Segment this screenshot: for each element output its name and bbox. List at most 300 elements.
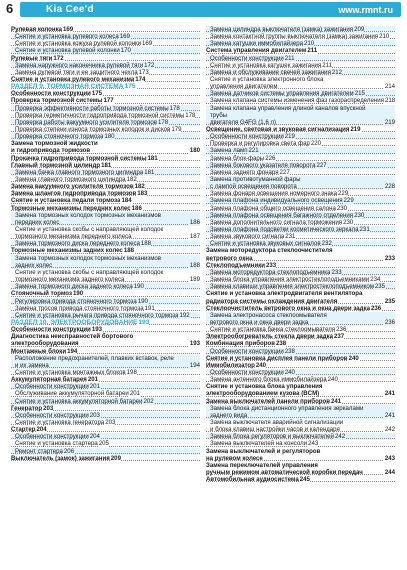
toc-entry [206,219,395,226]
toc-entry [11,126,200,133]
toc-entry-title: Проверка стояночного тормоза [15,133,104,141]
toc-entry-title: Замена блок-фары [210,154,265,162]
toc-entry-page: 173 [138,68,149,76]
toc-entry [11,269,200,283]
toc-entry-title: Тормозные механизмы задних колес [11,247,123,255]
toc-entry-page: 190 [72,290,84,298]
toc-entry [206,333,395,340]
toc-entry-title: Снятие и установка кожуха рулевой колонки [15,40,142,48]
toc-entry-title: РАЗДЕЛ 10. ЭЛЕКТРООБОРУДОВАНИЕ [11,318,138,326]
toc-entry-title: Замена выключателей и регуляторов на рулевом колесе [206,447,321,462]
toc-entry-title: Стеклоподъемники [206,261,266,269]
toc-entry-title: Особенности конструкции [210,133,284,141]
toc-entry-page: 232 [321,240,332,248]
toc-entry-title: Замена заднего фонаря [210,168,279,176]
toc-entry-title: Система управления двигателем [206,47,307,55]
toc-entry-title: Замена фонаря освещения номерного знака [210,190,338,198]
toc-entry [206,305,395,312]
toc-entry [11,240,200,247]
toc-entry-title: Замена шлангов гидропривода тормозов [11,190,137,198]
toc-entry-title: Замена выключателя аварийной сигнализации и блока клавиш настройки часов и календаря [210,419,344,434]
toc-entry [11,419,200,426]
toc-entry-page: 227 [279,168,290,176]
toc-left-column [11,26,200,462]
toc-entry-title: Снятие и установка рычага привода стояночного тормоза [15,311,179,319]
toc-entry-page: 245 [299,476,310,484]
toc-entry [206,369,395,376]
toc-entry-title: Стеклоочиститель ветрового окна и окна двери задка [206,304,370,312]
toc-entry-page: 220 [310,140,322,148]
toc-entry-page: 169 [63,26,74,33]
toc-entry-title: Снятие и установка педали тормоза [11,197,121,205]
page-header [0,0,407,20]
toc-entry-page: 242 [334,433,346,441]
toc-entry-title: Замена рулевой тяги и ее защитного чехла [15,68,138,76]
toc-entry [11,283,200,290]
toc-entry [11,140,200,154]
toc-entry-title: Проверка работы вакуумного усилителя тормозов [15,118,158,126]
toc-entry-page: 209 [354,26,365,33]
toc-entry-title: Замена и обслуживание свечей зажигания [210,68,331,76]
toc-entry-title: Стартер [11,426,36,434]
toc-entry [11,212,200,226]
toc-entry [206,140,395,147]
toc-entry-page: 205 [98,440,109,448]
toc-entry-page: 240 [327,376,338,384]
toc-entry-page: 230 [336,204,348,212]
toc-entry-title: Стояночный тормоз [11,290,72,298]
toc-entry [206,147,395,154]
toc-entry [206,448,395,462]
toc-entry [11,247,200,254]
toc-entry-title: Прокачка гидропривода тормозной системы [11,154,147,162]
toc-section-heading [11,83,200,90]
toc-entry [206,126,395,133]
toc-entry [11,169,200,176]
toc-entry [206,133,395,140]
toc-entry-page: 241 [330,397,342,405]
toc-entry [11,255,200,269]
toc-entry-title: Рулевые тяги [11,54,53,62]
toc-entry-page: 175 [124,83,136,91]
toc-entry-page: 188 [140,240,152,248]
toc-entry-page: 179 [171,125,182,133]
toc-entry-title: Замена главного тормозного цилиндра [15,175,126,183]
toc-entry-title: Особенности конструкции [11,326,91,334]
toc-entry [11,105,200,112]
toc-entry-title: Замена датчиков системы управления двигателем [210,90,354,98]
toc-entry-page: 194 [189,361,200,369]
toc-entry-title: Особенности конструкции [15,383,89,391]
toc-entry [11,448,200,455]
toc-entry-title: Замена дополнительного сигнала торможения [210,218,343,226]
toc-entry [11,97,200,104]
toc-entry-title: Замена клавиши управления электростеклоподъемником [210,283,374,291]
toc-entry-page: 237 [334,333,345,341]
toc-entry [206,176,395,190]
toc-entry-page: 219 [384,118,395,126]
toc-entry [206,155,395,162]
toc-entry-title: Замена переключателей управления ручным режимом автоматической коробки передач [206,461,363,477]
toc-entry-title: Замена выключателей на консоли [210,440,308,448]
toc-entry [11,405,200,412]
toc-entry [11,155,200,162]
toc-entry-page: 201 [129,390,140,398]
toc-entry-title: Снятие и установка генератора [15,418,105,426]
toc-entry [11,90,200,97]
toc-entry [11,426,200,433]
toc-entry-title: Проверка и регулировка света фар [210,140,310,148]
toc-entry [11,398,200,405]
toc-entry [11,383,200,390]
toc-entry-page: 181 [147,154,158,162]
toc-entry-page: 238 [284,347,295,355]
toc-entry-page: 178 [158,118,169,126]
toc-entry-page: 243 [384,454,395,462]
toc-entry-page: 234 [370,276,381,284]
toc-entry-title: Аккумуляторная батарея [11,376,87,384]
toc-entry [206,462,395,476]
toc-entry-title: Замена электронасоса стеклоомывателя ветрового окна и окна двери задка [210,311,327,326]
toc-entry-page: 180 [104,133,115,141]
toc-entry [206,290,395,304]
toc-entry [206,105,395,126]
toc-entry-page: 186 [189,218,200,226]
toc-entry [11,62,200,69]
toc-entry [11,76,200,83]
toc-entry-page: 191 [144,304,155,312]
toc-entry-title: Замена блока управления электростеклоподъемниками [210,276,370,284]
toc-entry-page: 172 [144,61,155,69]
toc-entry-page: 240 [255,361,267,369]
toc-entry-title: Рулевая колонка [11,26,63,33]
toc-entry-title: Замена блока дистанционного управления зеркалами заднего вида [210,404,364,419]
toc-entry [11,183,200,190]
toc-entry-page: 226 [265,154,276,162]
toc-entry-page: 181 [101,161,112,169]
toc-entry-page: 211 [307,47,318,55]
toc-entry-page: 189 [189,276,200,284]
toc-entry-title: Замена катушки иммобилайзера [210,40,304,48]
toc-entry-title: Замена плафона общего освещения салона [210,204,336,212]
toc-entry-title: Замена моторедуктора стеклоочистителя ветрового окна [206,247,333,262]
toc-entry-title: Особенности конструкции [11,90,91,98]
toc-entry [206,383,395,397]
toc-entry-title: Снятие и установка аккумуляторной батареи [15,397,143,405]
toc-entry-page: 202 [143,397,154,405]
toc-entry-page: 209 [110,454,121,462]
toc-entry-title: Замена плафона освещения багажного отделения [210,211,354,219]
brand-title: Kia Cee'd [46,4,94,15]
toc-entry-page: 193 [91,326,103,334]
toc-entry-page: 244 [384,469,395,477]
toc-entry [11,40,200,47]
toc-entry-page: 235 [374,283,386,291]
toc-entry [206,355,395,362]
toc-entry-title: Замена клапана управления длиной каналов впускной трубы двигателя G4FG (1,6 л) [210,104,366,126]
toc-entry [11,197,200,204]
toc-entry-page: 182 [134,183,145,191]
toc-entry-page: 230 [343,218,354,226]
toc-entry-title: Замена вакуумного усилителя тормозов [11,183,134,191]
toc-entry-title: Замена наружного наконечника рулевой тяги [15,61,144,69]
toc-entry [206,205,395,212]
toc-entry-page: 188 [123,247,134,255]
toc-entry-page: 203 [105,418,116,426]
toc-entry-page: 201 [89,383,100,391]
toc-entry [206,55,395,62]
toc-entry-title: Снятие и установка монтажных блоков [15,368,126,376]
toc-entry-title: Снятие и установка рулевого механизма [11,75,135,83]
toc-entry [206,62,395,69]
toc-entry-title: Диагностика неисправностей бортового электрооборудования [11,333,134,348]
toc-entry [11,376,200,383]
toc-entry-page: 212 [331,68,343,76]
toc-entry-title: Замена тормозных колодок тормозных механизмов передних колес [15,211,162,226]
toc-entry-title: Особенности конструкции [210,368,284,376]
toc-entry [206,233,395,240]
toc-entry-page: 188 [189,261,200,269]
toc-entry-title: Замена тормозной жидкости и гидропривода тормозов [11,140,98,155]
toc-entry-title: Замена клапана системы изменения фаз газораспределения [210,97,384,105]
toc-entry-title: Иммобилизатор [206,361,255,369]
toc-entry-title: Замена тормозного диска заднего колеса [15,283,133,291]
toc-entry-page: 175 [91,90,103,98]
toc-entry-title: Снятие и установка катушек зажигания [210,61,322,69]
site-url: www.rmnt.ru [338,5,393,15]
toc-entry-page: 203 [43,404,54,412]
toc-entry-title: Снятие и установка рулевой колонки [15,47,120,55]
toc-entry-title: Проверка эффективности работы тормозной системы [15,104,169,112]
toc-entry-page: 169 [142,40,153,48]
toc-entry-title: Замена блока регуляторов и выключателей [210,433,334,441]
toc-entry-page: 231 [359,226,370,234]
toc-entry [206,169,395,176]
header-banner [20,2,401,17]
toc-entry-title: РАЗДЕЛ 9. ТОРМОЗНАЯ СИСТЕМА [11,83,124,91]
toc-entry-title: Снятие и установка скобы с направляющей колодок тормозного механизма переднего колеса [15,226,164,241]
toc-entry [11,440,200,447]
page-number: 6 [6,1,14,16]
toc-entry-title: Снятие и установка электродвигателя вентилятора радиатора системы охлаждения двигателя [206,290,363,305]
toc-section-heading [11,319,200,326]
toc-entry [206,262,395,269]
toc-entry-page: 201 [87,376,99,384]
toc-entry-page: 190 [137,297,148,305]
toc-entry-page: 241 [384,390,395,398]
toc-entry [206,90,395,97]
toc-entry-page: 214 [384,83,395,91]
toc-entry-page: 177 [103,97,114,105]
toc-entry-page: 184 [121,197,132,205]
toc-entry-title: Генератор [11,404,43,412]
toc-entry [206,276,395,283]
toc-entry-page: 210 [304,40,315,48]
toc-entry [11,69,200,76]
toc-entry-page: 231 [285,233,296,241]
toc-entry-title: Замена бачка главного тормозного цилиндра [15,168,144,176]
toc-entry-title: Особенности конструкции [210,54,284,62]
toc-right-column [206,26,395,483]
toc-entry-page: 190 [133,283,144,291]
toc-entry [11,55,200,62]
toc-entry [206,440,395,447]
toc-entry-title: Замена бокового указателя поворота [210,161,316,169]
toc-entry-title: Главный тормозной цилиндр [11,161,101,169]
toc-entry [11,390,200,397]
toc-entry-page: 243 [308,440,319,448]
toc-entry-title: Снятие и установка бачка стеклоомывателя [210,326,336,334]
toc-entry-page: 187 [189,233,200,241]
toc-entry-page: 172 [53,54,64,62]
toc-entry-title: Замена ламп [210,147,248,155]
toc-entry [11,298,200,305]
toc-entry [206,326,395,333]
toc-entry [206,247,395,261]
toc-entry [206,226,395,233]
toc-entry-title: Автомобильная аудиосистема [206,476,299,484]
toc-entry-title: Замена плафона подсветки косметического зеркала [210,226,359,234]
toc-entry [206,212,395,219]
toc-entry [11,190,200,197]
toc-entry [11,290,200,297]
toc-entry-title: Электрообогреватель стекла двери задка [206,333,334,341]
toc-entry-page: 221 [248,147,259,155]
toc-entry-title: Снятие и установка блока управления электрооборудованием кузова (BCM) [206,383,323,398]
toc-entry-page: 236 [336,326,347,334]
toc-entry-title: Тормозные механизмы передних колес [11,204,131,212]
toc-entry-page: 182 [126,175,137,183]
toc-entry-title: Снятие и установка звуковых сигналов [210,240,321,248]
toc-entry-page: 227 [316,161,327,169]
toc-entry-page: 174 [135,75,146,83]
toc-entry [206,419,395,433]
toc-entry-title: Особенности конструкции [15,411,89,419]
toc-entry [11,47,200,54]
toc-entry-page: 235 [384,297,395,305]
toc-entry-title: Снятие и установка рулевого колеса [15,33,119,41]
toc-entry-page: 181 [144,168,155,176]
toc-entry [11,176,200,183]
toc-entry [206,340,395,347]
toc-entry-page: 210 [379,33,390,41]
toc-entry-page: 203 [89,411,100,419]
toc-entry-page: 233 [266,261,277,269]
toc-entry-title: Замена плафона индивидуального освещения [210,197,343,205]
toc-entry-title: Снятие и установка стартера [15,440,98,448]
toc-entry-page: 169 [119,33,130,41]
toc-entry [206,69,395,76]
toc-entry-page: 211 [322,61,332,69]
toc-entry [206,433,395,440]
toc-entry-title: Проверка тормозной системы [11,97,103,105]
toc-entry-title: Замена контактной группы выключателя (замка) зажигания [210,33,379,41]
toc-entry [11,112,200,119]
toc-entry [206,405,395,419]
toc-entry-title: Замена моторедуктора стеклоподъемника [210,268,331,276]
toc-entry-title: Освещение, световая и звуковая сигнализация [206,126,350,134]
toc-entry-page: 236 [370,304,382,312]
toc-entry-title: Замена антенного блока иммобилайзера [210,376,327,384]
toc-entry-page: 198 [126,368,137,376]
toc-entry-title: Проверка герметичности гидропривода тормозной системы [15,111,185,119]
toc-entry-page: 240 [284,368,295,376]
toc-entry-title: Особенности конструкции [15,433,89,441]
toc-entry [206,312,395,326]
toc-entry [206,190,395,197]
toc-entry [206,476,395,483]
toc-entry-title: Снятие и установка электронного блока управления двигателем [210,75,324,91]
toc-entry [11,26,200,33]
toc-entry-page: 240 [348,354,359,362]
toc-entry-page: 230 [354,211,365,219]
toc-entry [206,362,395,369]
toc-entry-title: Проверка степени износа тормозных колодок и дисков [15,125,171,133]
toc-entry [206,269,395,276]
toc-entry [11,348,200,355]
toc-entry-page: 193 [138,318,150,326]
toc-entry-page: 236 [384,318,395,326]
toc-entry-page: 194 [67,347,78,355]
toc-entry-title: Особенности конструкции [210,347,284,355]
toc-entry [206,348,395,355]
toc-entry-page: 170 [120,47,131,55]
toc-entry-page: 219 [350,126,361,134]
toc-entry-title: Ремонт стартера [15,447,63,455]
toc-entry [206,97,395,104]
toc-entry-page: 229 [338,190,349,198]
toc-entry-page: 193 [189,340,200,348]
toc-entry [206,26,395,33]
toc-entry [11,305,200,312]
toc-entry [11,205,200,212]
toc-entry [206,40,395,47]
toc-entry-title: Замена выключателей панели приборов [206,397,330,405]
toc-entry-page: 192 [179,311,190,319]
toc-entry-title: Снятие и установка скобы с направляющей колодок тормозного механизма заднего колеса [15,268,164,284]
toc-entry-page: 186 [131,204,142,212]
toc-entry [11,433,200,440]
toc-entry-title: Выключатель (замок) зажигания [11,454,110,462]
toc-entry-title: Обслуживание аккумуляторной батареи [15,390,129,398]
toc-entry-page: 233 [384,254,395,262]
toc-entry-title: Комбинация приборов [206,340,275,348]
toc-entry-page: 178 [185,111,196,119]
toc-entry-page: 204 [36,426,47,434]
toc-entry-title: Замена тормозного диска переднего колеса [15,240,140,248]
toc-entry-page: 206 [63,447,75,455]
toc-entry-page: 238 [275,340,287,348]
toc-entry [11,119,200,126]
toc-entry [11,455,200,462]
toc-entry-page: 229 [343,197,354,205]
toc-entry [11,412,200,419]
toc-entry [11,333,200,347]
toc-entry [11,162,200,169]
toc-entry [11,369,200,376]
toc-entry-page: 228 [384,183,395,191]
toc-entry [206,33,395,40]
toc-entry-title: Замена звукового сигнала [210,233,285,241]
toc-entry-page: 219 [284,133,295,141]
toc-entry [206,76,395,90]
toc-entry-page: 211 [284,54,295,62]
toc-entry-page: 178 [169,104,180,112]
toc-entry-title: Замена цилиндра выключателя (замка) зажигания [210,26,354,33]
toc-entry [11,33,200,40]
toc-entry-page: 218 [384,97,395,105]
toc-entry-title: Монтажные блоки [11,347,67,355]
